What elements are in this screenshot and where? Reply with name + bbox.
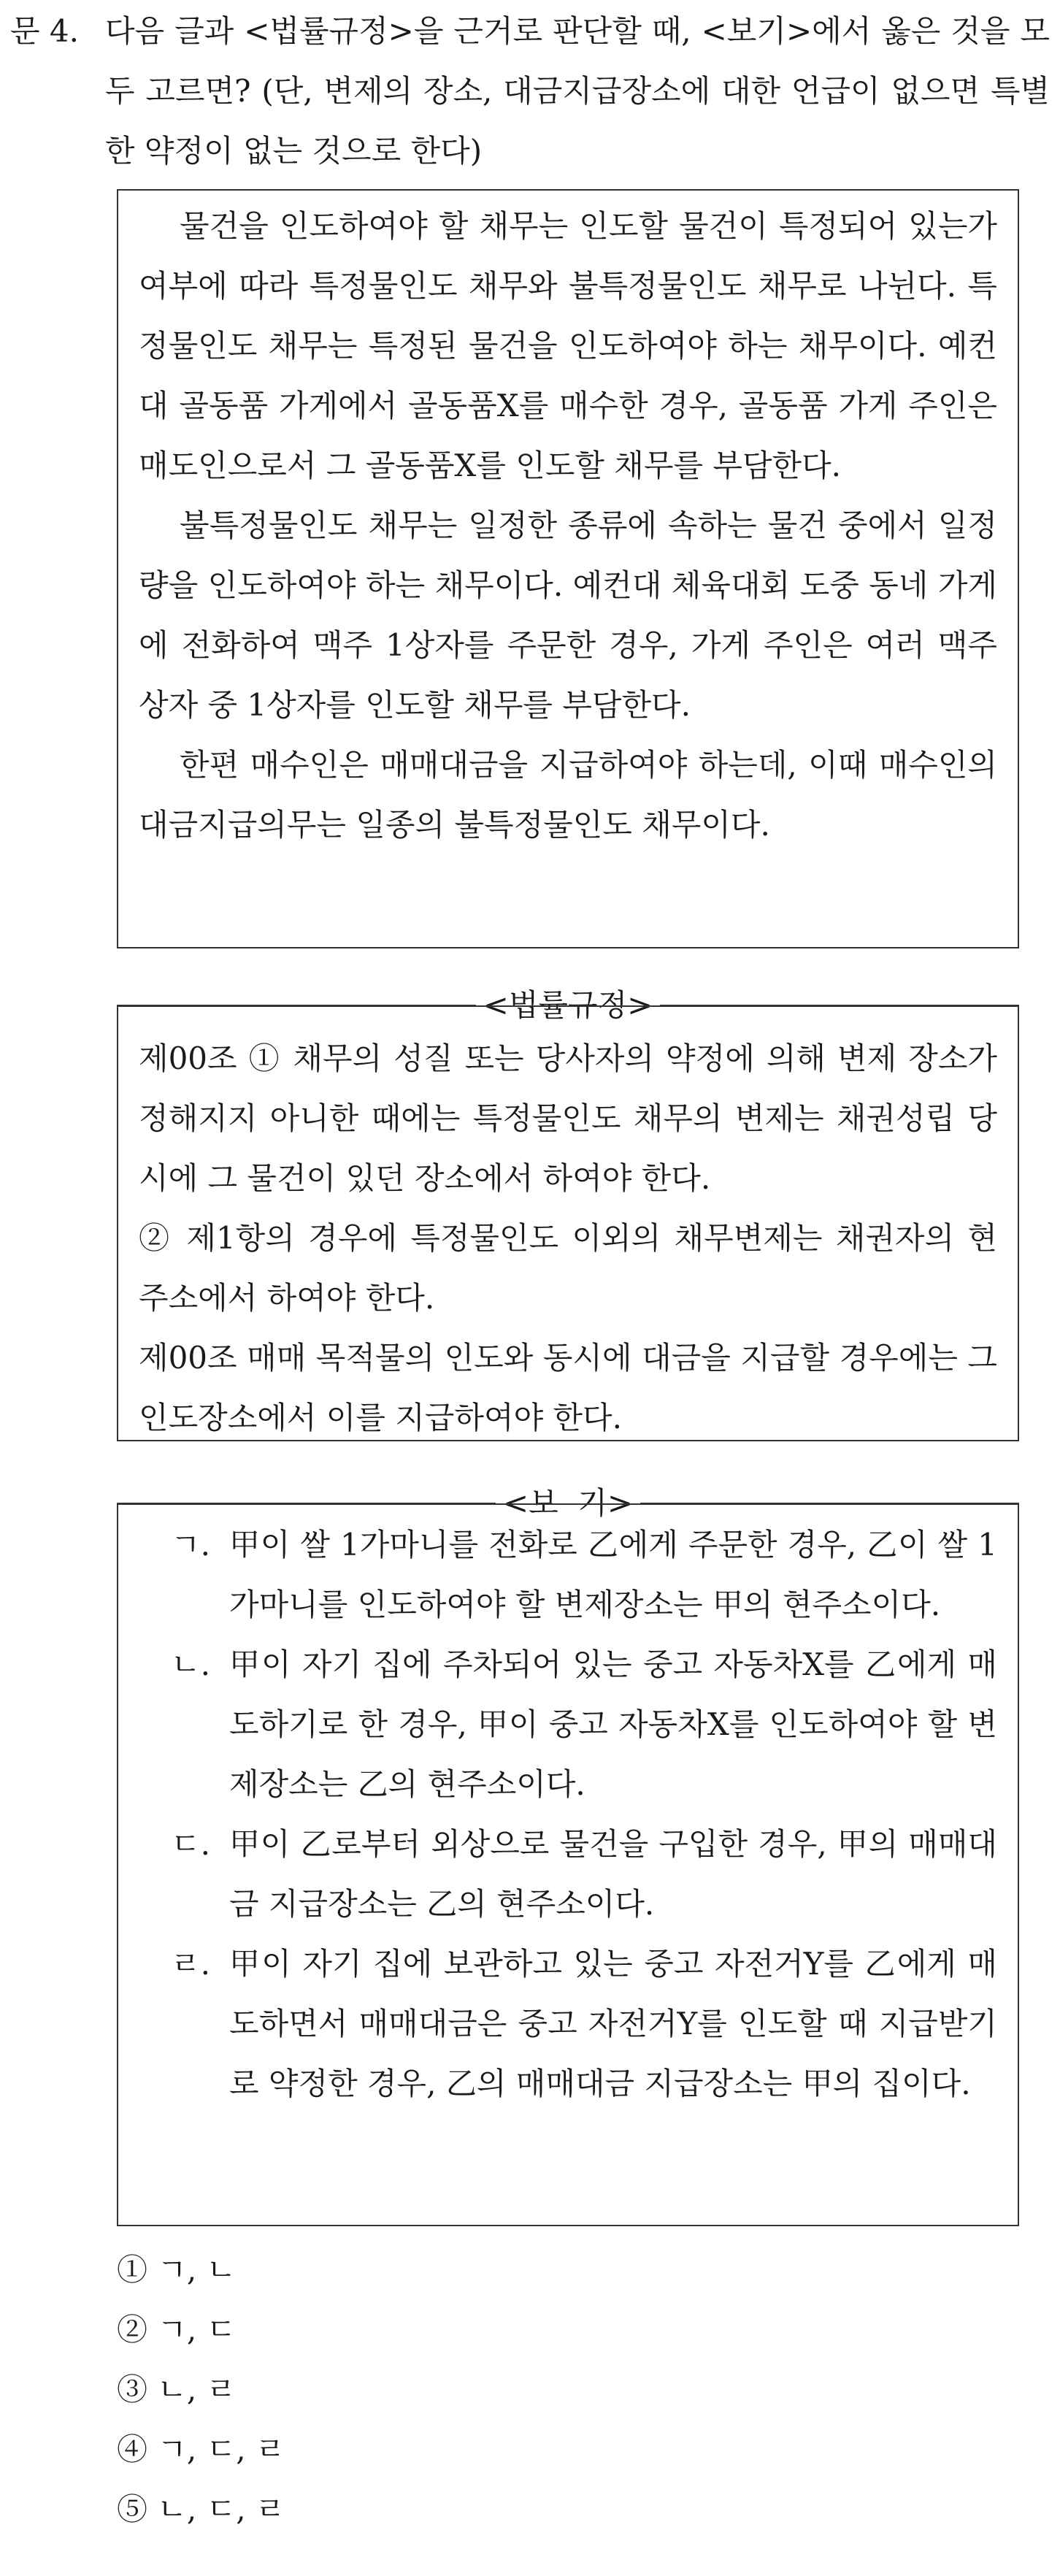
answer-choices <box>117 2240 285 2539</box>
passage-paragraph: 불특정물인도 채무는 일정한 종류에 속하는 물건 중에서 일정량을 인도하여야 하는 채무이다. 예컨대 체육대회 도중 동네 가게에 전화하여 맥주 1상자를 주문한 경우, 가게 주인은 여러 맥주 상자 중 1상자를 인도할 채무를 부담한다. <box>139 507 997 723</box>
bogi-item <box>139 1635 997 1814</box>
rules-line: 제00조 매매 목적물의 인도와 동시에 대금을 지급할 경우에는 그 인도장소에서 이를 지급하여야 한다. <box>139 1340 997 1435</box>
bogi-item <box>139 1814 997 1934</box>
bogi-item-marker: ㄱ. <box>171 1527 210 1563</box>
answer-choice-5[interactable]: ⑤ ㄴ, ㄷ, ㄹ <box>117 2491 285 2527</box>
answer-choice-1[interactable]: ① ㄱ, ㄴ <box>117 2252 237 2288</box>
bogi-item-text: 甲이 자기 집에 주차되어 있는 중고 자동차X를 乙에게 매도하기로 한 경우, 甲이 중고 자동차X를 인도하여야 할 변제장소는 乙의 현주소이다. <box>229 1647 997 1802</box>
bogi-item-marker: ㄷ. <box>171 1826 210 1862</box>
bogi-item-marker: ㄹ. <box>171 1946 210 1982</box>
passage-paragraph: 물건을 인도하여야 할 채무는 인도할 물건이 특정되어 있는가 여부에 따라 특정물인도 채무와 불특정물인도 채무로 나뉜다. 특정물인도 채무는 특정된 물건을 인도하여야 하는 채무이다. 예컨대 골동품 가게에서 골동품X를 매수한 경우, 골동품 가게 주인은 매도인으로서 그 골동품X를 인도할 채무를 부담한다. <box>139 208 997 483</box>
bogi-item-text: 甲이 자기 집에 보관하고 있는 중고 자전거Y를 乙에게 매도하면서 매매대금은 중고 자전거Y를 인도할 때 지급받기로 약정한 경우, 乙의 매매대금 지급장소는 甲의 집이다. <box>229 1946 997 2101</box>
bogi-item <box>139 1934 997 2114</box>
question-text: 다음 글과 <법률규정>을 근거로 판단할 때, <보기>에서 옳은 것을 모두 고르면? (단, 변제의 장소, 대금지급장소에 대한 언급이 없으면 특별한 약정이 없는 것으로 한다) <box>105 13 1050 169</box>
bogi-item-marker: ㄴ. <box>171 1647 210 1682</box>
passage-paragraph: 한편 매수인은 매매대금을 지급하여야 하는데, 이때 매수인의 대금지급의무는 일종의 불특정물인도 채무이다. <box>139 747 997 843</box>
rules-line: ② 제1항의 경우에 특정물인도 이외의 채무변제는 채권자의 현주소에서 하여야 한다. <box>139 1220 997 1316</box>
question-stem <box>10 1 1050 181</box>
bogi-heading-label: <보 기> <box>502 1485 634 1521</box>
answer-choice-3[interactable]: ③ ㄴ, ㄹ <box>117 2372 237 2407</box>
rules-line: 제00조 ① 채무의 성질 또는 당사자의 약정에 의해 변제 장소가 정해지지 아니한 때에는 특정물인도 채무의 변제는 채권성립 당시에 그 물건이 있던 장소에서 하여야 한다. <box>139 1040 997 1196</box>
question-number: 문 4. <box>10 13 79 49</box>
bogi-box <box>117 1503 1019 2226</box>
bogi-item <box>139 1515 997 1635</box>
rules-heading-label: <법률규정> <box>483 987 653 1023</box>
answer-choice-4[interactable]: ④ ㄱ, ㄷ, ㄹ <box>117 2431 285 2467</box>
rules-box <box>117 1005 1019 1441</box>
bogi-item-text: 甲이 쌀 1가마니를 전화로 乙에게 주문한 경우, 乙이 쌀 1가마니를 인도하여야 할 변제장소는 甲의 현주소이다. <box>229 1527 997 1622</box>
passage-box <box>117 189 1019 948</box>
bogi-item-text: 甲이 乙로부터 외상으로 물건을 구입한 경우, 甲의 매매대금 지급장소는 乙의 현주소이다. <box>229 1826 997 1922</box>
answer-choice-2[interactable]: ② ㄱ, ㄷ <box>117 2312 237 2347</box>
